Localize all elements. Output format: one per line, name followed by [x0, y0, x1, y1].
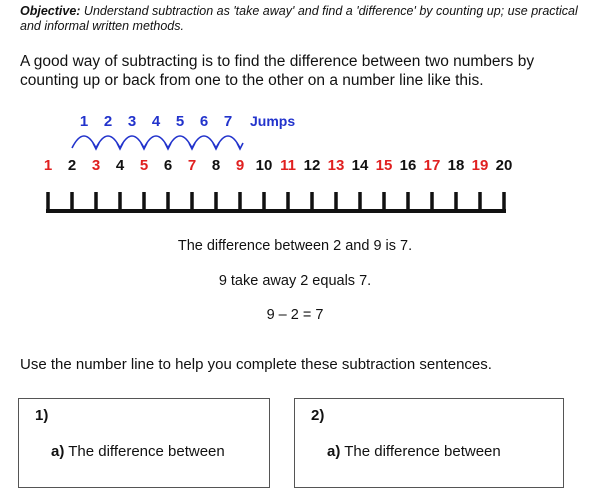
- jump-count-label: 1: [79, 113, 89, 130]
- objective: [20, 4, 580, 34]
- intro-paragraph: A good way of subtracting is to find the difference between two numbers by counting up or back from one to the other on a number line like this.: [20, 53, 535, 89]
- number-label: 1: [43, 157, 53, 174]
- number-label: 20: [495, 157, 513, 174]
- question-number: 2): [311, 407, 325, 424]
- number-label: 19: [471, 157, 489, 174]
- objective-label: Objective:: [20, 4, 81, 18]
- jump-count-label: 5: [175, 113, 185, 130]
- number-line: [0, 100, 600, 220]
- number-label: 12: [303, 157, 321, 174]
- number-label: 3: [91, 157, 101, 174]
- question-text: The difference between: [64, 443, 225, 460]
- number-label: 13: [327, 157, 345, 174]
- question-part: a): [327, 443, 341, 460]
- jump-count-label: 7: [223, 113, 233, 130]
- number-label: 16: [399, 157, 417, 174]
- jump-arrowhead: [237, 143, 243, 149]
- difference-statement: The difference between 2 and 9 is 7.: [177, 238, 413, 254]
- jump-arc: [72, 136, 96, 148]
- jump-arc: [120, 136, 144, 148]
- question-box-1: [18, 398, 270, 488]
- jump-arc: [96, 136, 120, 148]
- number-label: 9: [235, 157, 245, 174]
- jump-count-label: 4: [151, 113, 161, 130]
- jump-count-label: 6: [199, 113, 209, 130]
- number-label: 11: [280, 157, 296, 174]
- number-label: 18: [447, 157, 465, 174]
- number-label: 2: [67, 157, 77, 174]
- jump-arc: [192, 136, 216, 148]
- number-label: 8: [211, 157, 221, 174]
- jump-arc: [144, 136, 168, 148]
- question-line: [327, 443, 501, 460]
- number-label: 7: [187, 157, 197, 174]
- number-label: 15: [375, 157, 393, 174]
- jump-arc: [168, 136, 192, 148]
- jump-arc: [216, 136, 240, 148]
- question-number: 1): [35, 407, 49, 424]
- objective-text: Understand subtraction as 'take away' and find a 'difference' by counting up; use practical and informal written methods.: [20, 4, 578, 33]
- number-label: 6: [163, 157, 173, 174]
- task-instruction: Use the number line to help you complete these subtraction sentences.: [20, 356, 492, 373]
- equation: 9 – 2 = 7: [266, 307, 324, 323]
- jump-count-label: 3: [127, 113, 137, 130]
- jumps-label: Jumps: [250, 113, 296, 129]
- question-text: The difference between: [340, 443, 501, 460]
- jump-count-label: 2: [103, 113, 113, 130]
- number-label: 17: [423, 157, 441, 174]
- number-label: 4: [115, 157, 125, 174]
- question-part: a): [51, 443, 65, 460]
- question-box-2: [294, 398, 564, 488]
- number-label: 10: [255, 157, 273, 174]
- take-away-statement: 9 take away 2 equals 7.: [218, 273, 372, 289]
- question-line: [51, 443, 225, 460]
- number-label: 5: [139, 157, 149, 174]
- number-label: 14: [351, 157, 369, 174]
